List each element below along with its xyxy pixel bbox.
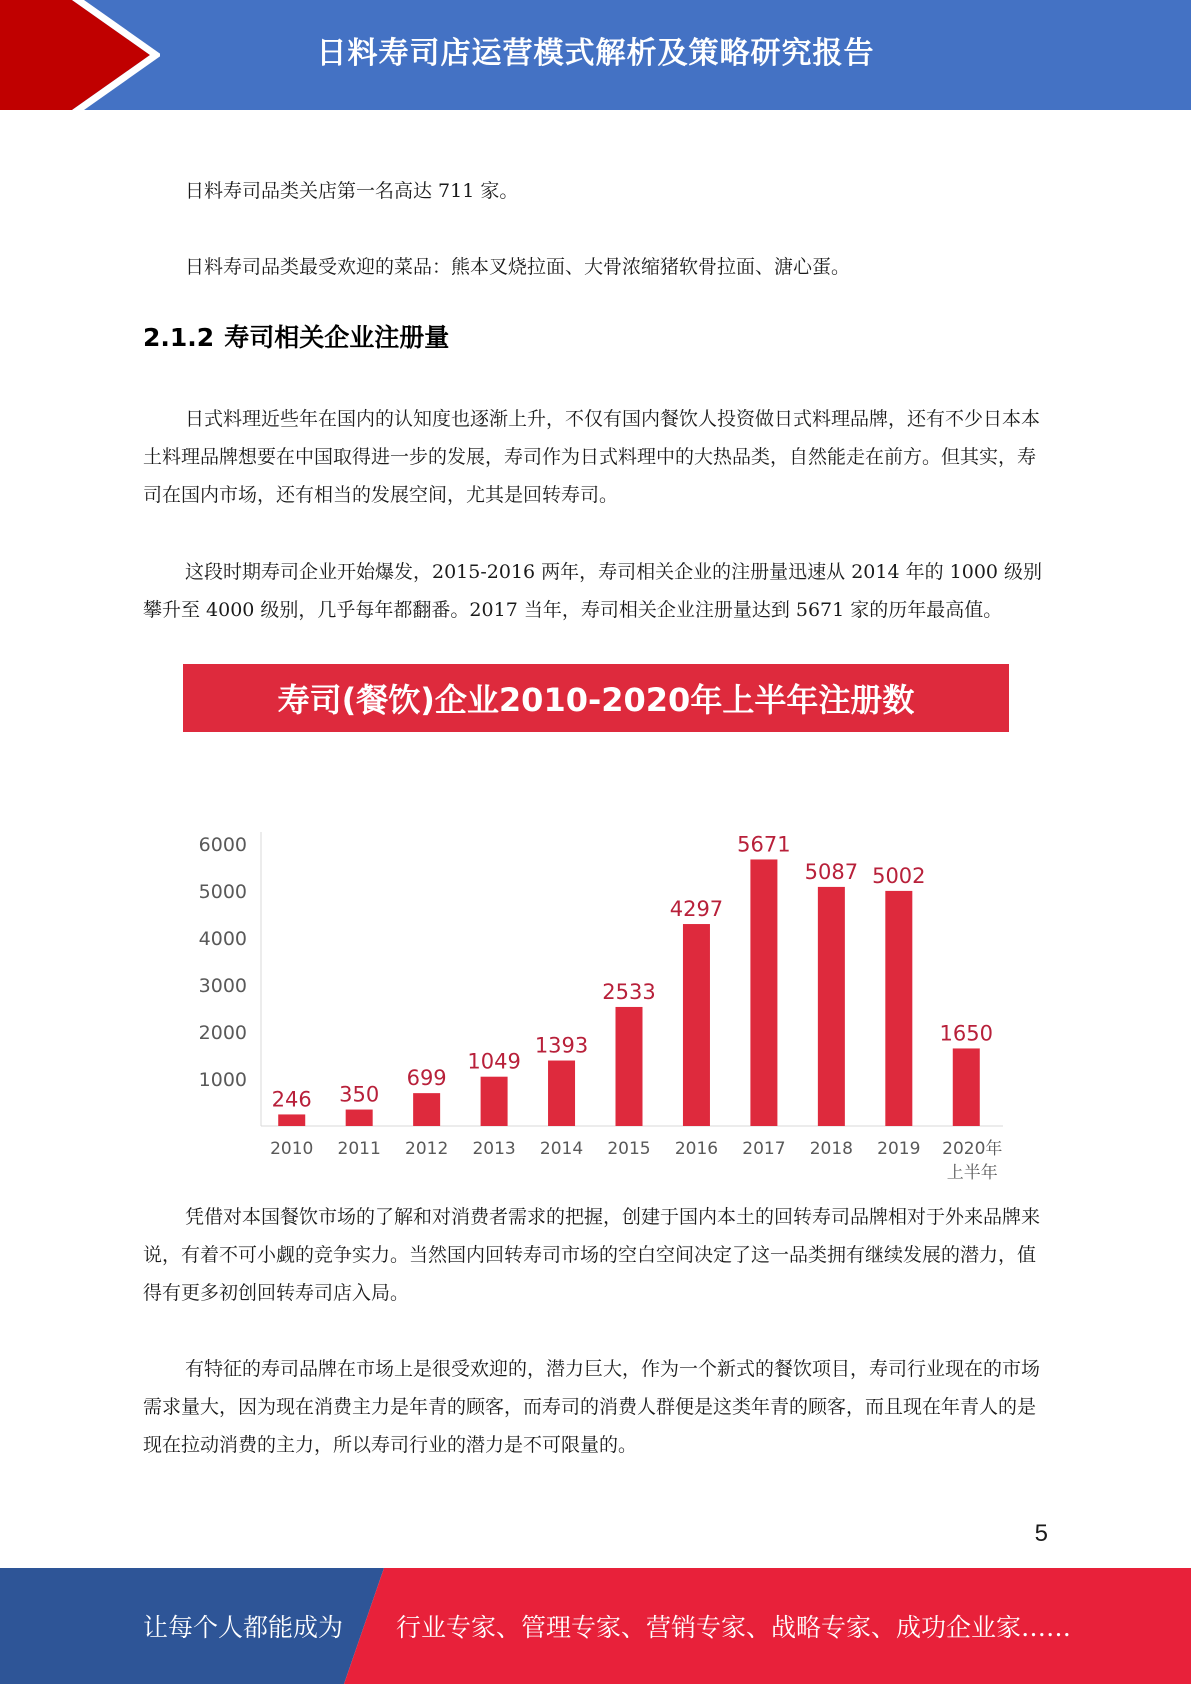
bar <box>413 1093 440 1126</box>
x-tick-label: 上半年 <box>946 1163 998 1183</box>
data-label: 1049 <box>467 1049 521 1074</box>
chart-title: 寿司(餐饮)企业2010-2020年上半年注册数 <box>183 664 1009 732</box>
y-tick-label: 3000 <box>198 975 247 997</box>
paragraph-market-potential: 有特征的寿司品牌在市场上是很受欢迎的，潜力巨大，作为一个新式的餐饮项目，寿司行业现在的市场需求量大，因为现在消费主力是年青的顾客，而寿司的消费人群便是这类年青的顾客，而且现在年青人的是现在拉动消费的主力，所以寿司行业的潜力是不可限量的。 <box>143 1358 1041 1456</box>
paragraph-popular-dishes: 日料寿司品类最受欢迎的菜品：熊本叉烧拉面、大骨浓缩猪软骨拉面、溏心蛋。 <box>185 256 851 278</box>
y-tick-label: 1000 <box>198 1069 247 1091</box>
x-tick-label: 2015 <box>607 1139 651 1159</box>
header-arrow-icon <box>0 0 160 110</box>
bar <box>683 924 710 1126</box>
section-number: 2.1.2 <box>143 323 215 352</box>
bar <box>278 1114 305 1126</box>
x-tick-label: 2018 <box>809 1139 853 1159</box>
paragraph-closures: 日料寿司品类关店第一名高达 711 家。 <box>185 180 519 202</box>
data-label: 5002 <box>872 863 926 888</box>
footer-slogan-right: 行业专家、管理专家、营销专家、战略专家、成功企业家…… <box>396 1613 1072 1642</box>
data-label: 246 <box>271 1087 312 1112</box>
page-header <box>0 0 1191 110</box>
bar <box>548 1061 575 1126</box>
bar <box>346 1110 373 1126</box>
data-label: 699 <box>406 1066 447 1091</box>
chart-plot <box>183 732 1009 1188</box>
section-title: 寿司相关企业注册量 <box>224 323 450 352</box>
registration-chart <box>183 664 1009 1188</box>
x-tick-label: 2010 <box>270 1139 314 1159</box>
data-label: 4297 <box>669 897 724 922</box>
page-number: 5 <box>1034 1520 1048 1547</box>
footer-slogan-left: 让每个人都能成为 <box>143 1613 344 1642</box>
x-tick-label: 2014 <box>539 1139 584 1159</box>
bar <box>616 1007 643 1126</box>
x-tick-label: 2017 <box>742 1139 786 1159</box>
x-tick-label: 2013 <box>472 1139 516 1159</box>
data-label: 1393 <box>534 1033 589 1058</box>
report-title: 日料寿司店运营模式解析及策略研究报告 <box>316 36 875 71</box>
x-tick-label: 2011 <box>337 1139 381 1159</box>
bar <box>953 1048 980 1126</box>
x-tick-label: 2012 <box>405 1139 449 1159</box>
y-tick-label: 2000 <box>198 1022 247 1044</box>
data-label: 5671 <box>737 832 791 857</box>
x-tick-label: 2016 <box>674 1139 719 1159</box>
data-label: 2533 <box>602 979 656 1004</box>
y-tick-label: 4000 <box>198 928 247 950</box>
x-tick-label: 2019 <box>877 1139 921 1159</box>
bar <box>750 859 777 1126</box>
paragraph-domestic-brands: 凭借对本国餐饮市场的了解和对消费者需求的把握，创建于国内本土的回转寿司品牌相对于外来品牌来说，有着不可小觑的竞争实力。当然国内回转寿司市场的空白空间决定了这一品类拥有继续发展的潜力，值得有更多初创回转寿司店入局。 <box>143 1206 1041 1304</box>
bar <box>885 891 912 1126</box>
x-tick-label: 2020年 <box>942 1139 1003 1159</box>
bar <box>481 1077 508 1126</box>
section-heading <box>143 318 449 354</box>
paragraph-registration-growth: 这段时期寿司企业开始爆发，2015-2016 两年，寿司相关企业的注册量迅速从 2014 年的 1000 级别攀升至 4000 级别，几乎每年都翻番。2017 当年，寿司相关企业注册量达到 5671 家的历年最高值。 <box>143 561 1043 621</box>
paragraph-japanese-cuisine: 日式料理近些年在国内的认知度也逐渐上升，不仅有国内餐饮人投资做日式料理品牌，还有不少日本本土料理品牌想要在中国取得进一步的发展，寿司作为日式料理中的大热品类，自然能走在前方。但其实，寿司在国内市场，还有相当的发展空间，尤其是回转寿司。 <box>143 408 1041 506</box>
y-tick-label: 5000 <box>198 881 247 903</box>
data-label: 5087 <box>804 859 859 884</box>
y-tick-label: 6000 <box>198 834 247 856</box>
bar <box>818 887 845 1126</box>
data-label: 350 <box>339 1082 380 1107</box>
data-label: 1650 <box>939 1021 993 1046</box>
